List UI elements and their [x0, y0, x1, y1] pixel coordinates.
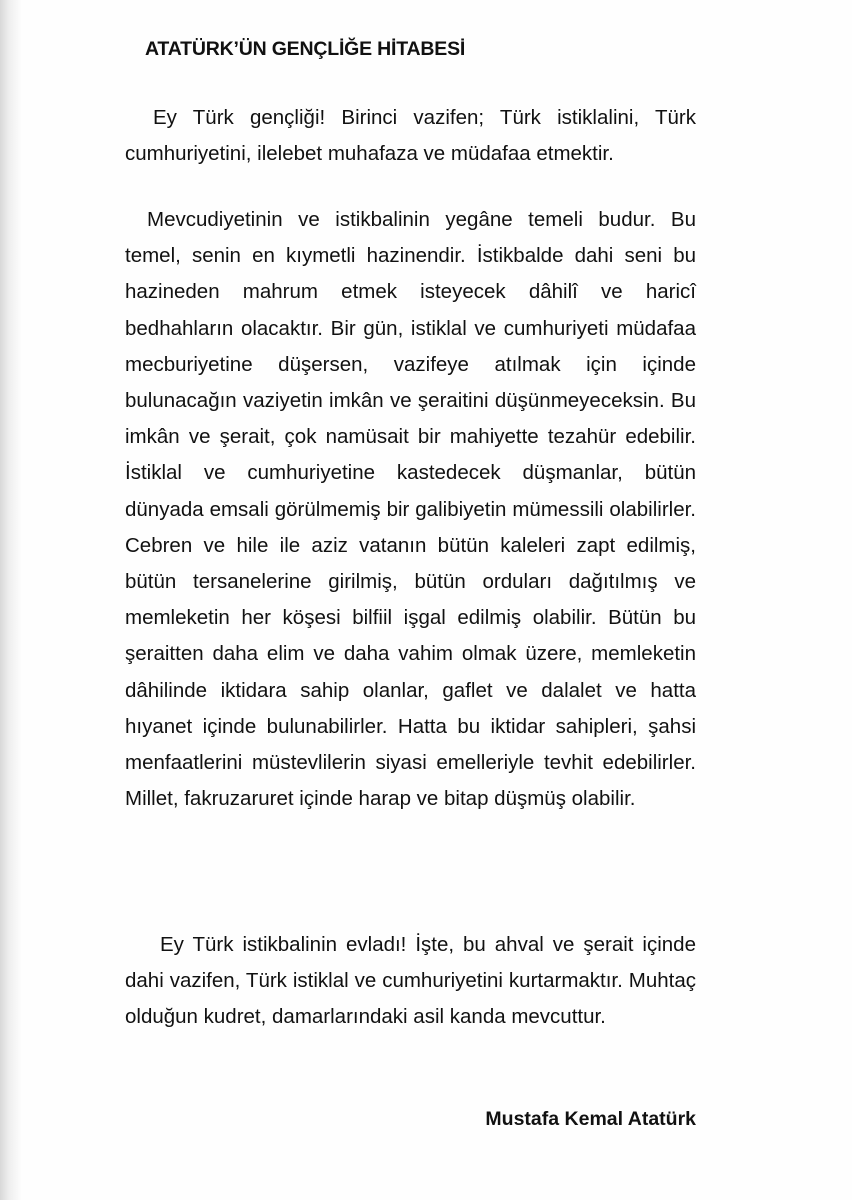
paragraph-3: Ey Türk istikbalinin evladı! İşte, bu ahval ve şerait içinde dahi vazifen, Türk istiklal ve cumhuriyetini kurtarmaktır. Muhtaç olduğun kudret, damarlarındaki asil kanda mevcuttur.	[125, 933, 696, 1029]
document-title: ATATÜRK’ÜN GENÇLİĞE HİTABESİ	[145, 38, 466, 60]
page-edge-shadow	[0, 0, 22, 1200]
paragraph-1: Ey Türk gençliği! Birinci vazifen; Türk istiklalini, Türk cumhuriyetini, ilelebet muhafaza ve müdafaa etmektir.	[125, 106, 696, 166]
paragraph-2: Mevcudiyetinin ve istikbalinin yegâne temeli budur. Bu temel, senin en kıymetli hazinendir. İstikbalde dahi seni bu hazineden mahrum etmek isteyecek dâhilî ve haricî bedhahların olacaktır. Bir gün, istiklal ve cumhuriyeti müdafaa mecburiyetine düşersen, vazifeye atılmak için içinde bulunacağın vaziyetin imkân ve şeraitini düşünmeyeceksin. Bu imkân ve şerait, çok namüsait bir mahiyette tezahür edebilir. İstiklal ve cumhuriyetine kastedecek düşmanlar, bütün dünyada emsali görülmemiş bir galibiyetin mümessili olabilirler. Cebren ve hile ile aziz vatanın bütün kaleleri zapt edilmiş, bütün tersanelerine girilmiş, bütün orduları dağıtılmış ve memleketin her köşesi bilfiil işgal edilmiş olabilir. Bütün bu şeraitten daha elim ve daha vahim olmak üzere, memleketin dâhilinde iktidara sahip olanlar, gaflet ve dalalet ve hatta hıyanet içinde bulunabilirler. Hatta bu iktidar sahipleri, şahsi menfaatlerini müstevlilerin siyasi emelleriyle tevhit edebilirler. Millet, fakruzaruret içinde harap ve bitap düşmüş olabilir.	[125, 208, 696, 811]
signature: Mustafa Kemal Atatürk	[485, 1108, 696, 1130]
